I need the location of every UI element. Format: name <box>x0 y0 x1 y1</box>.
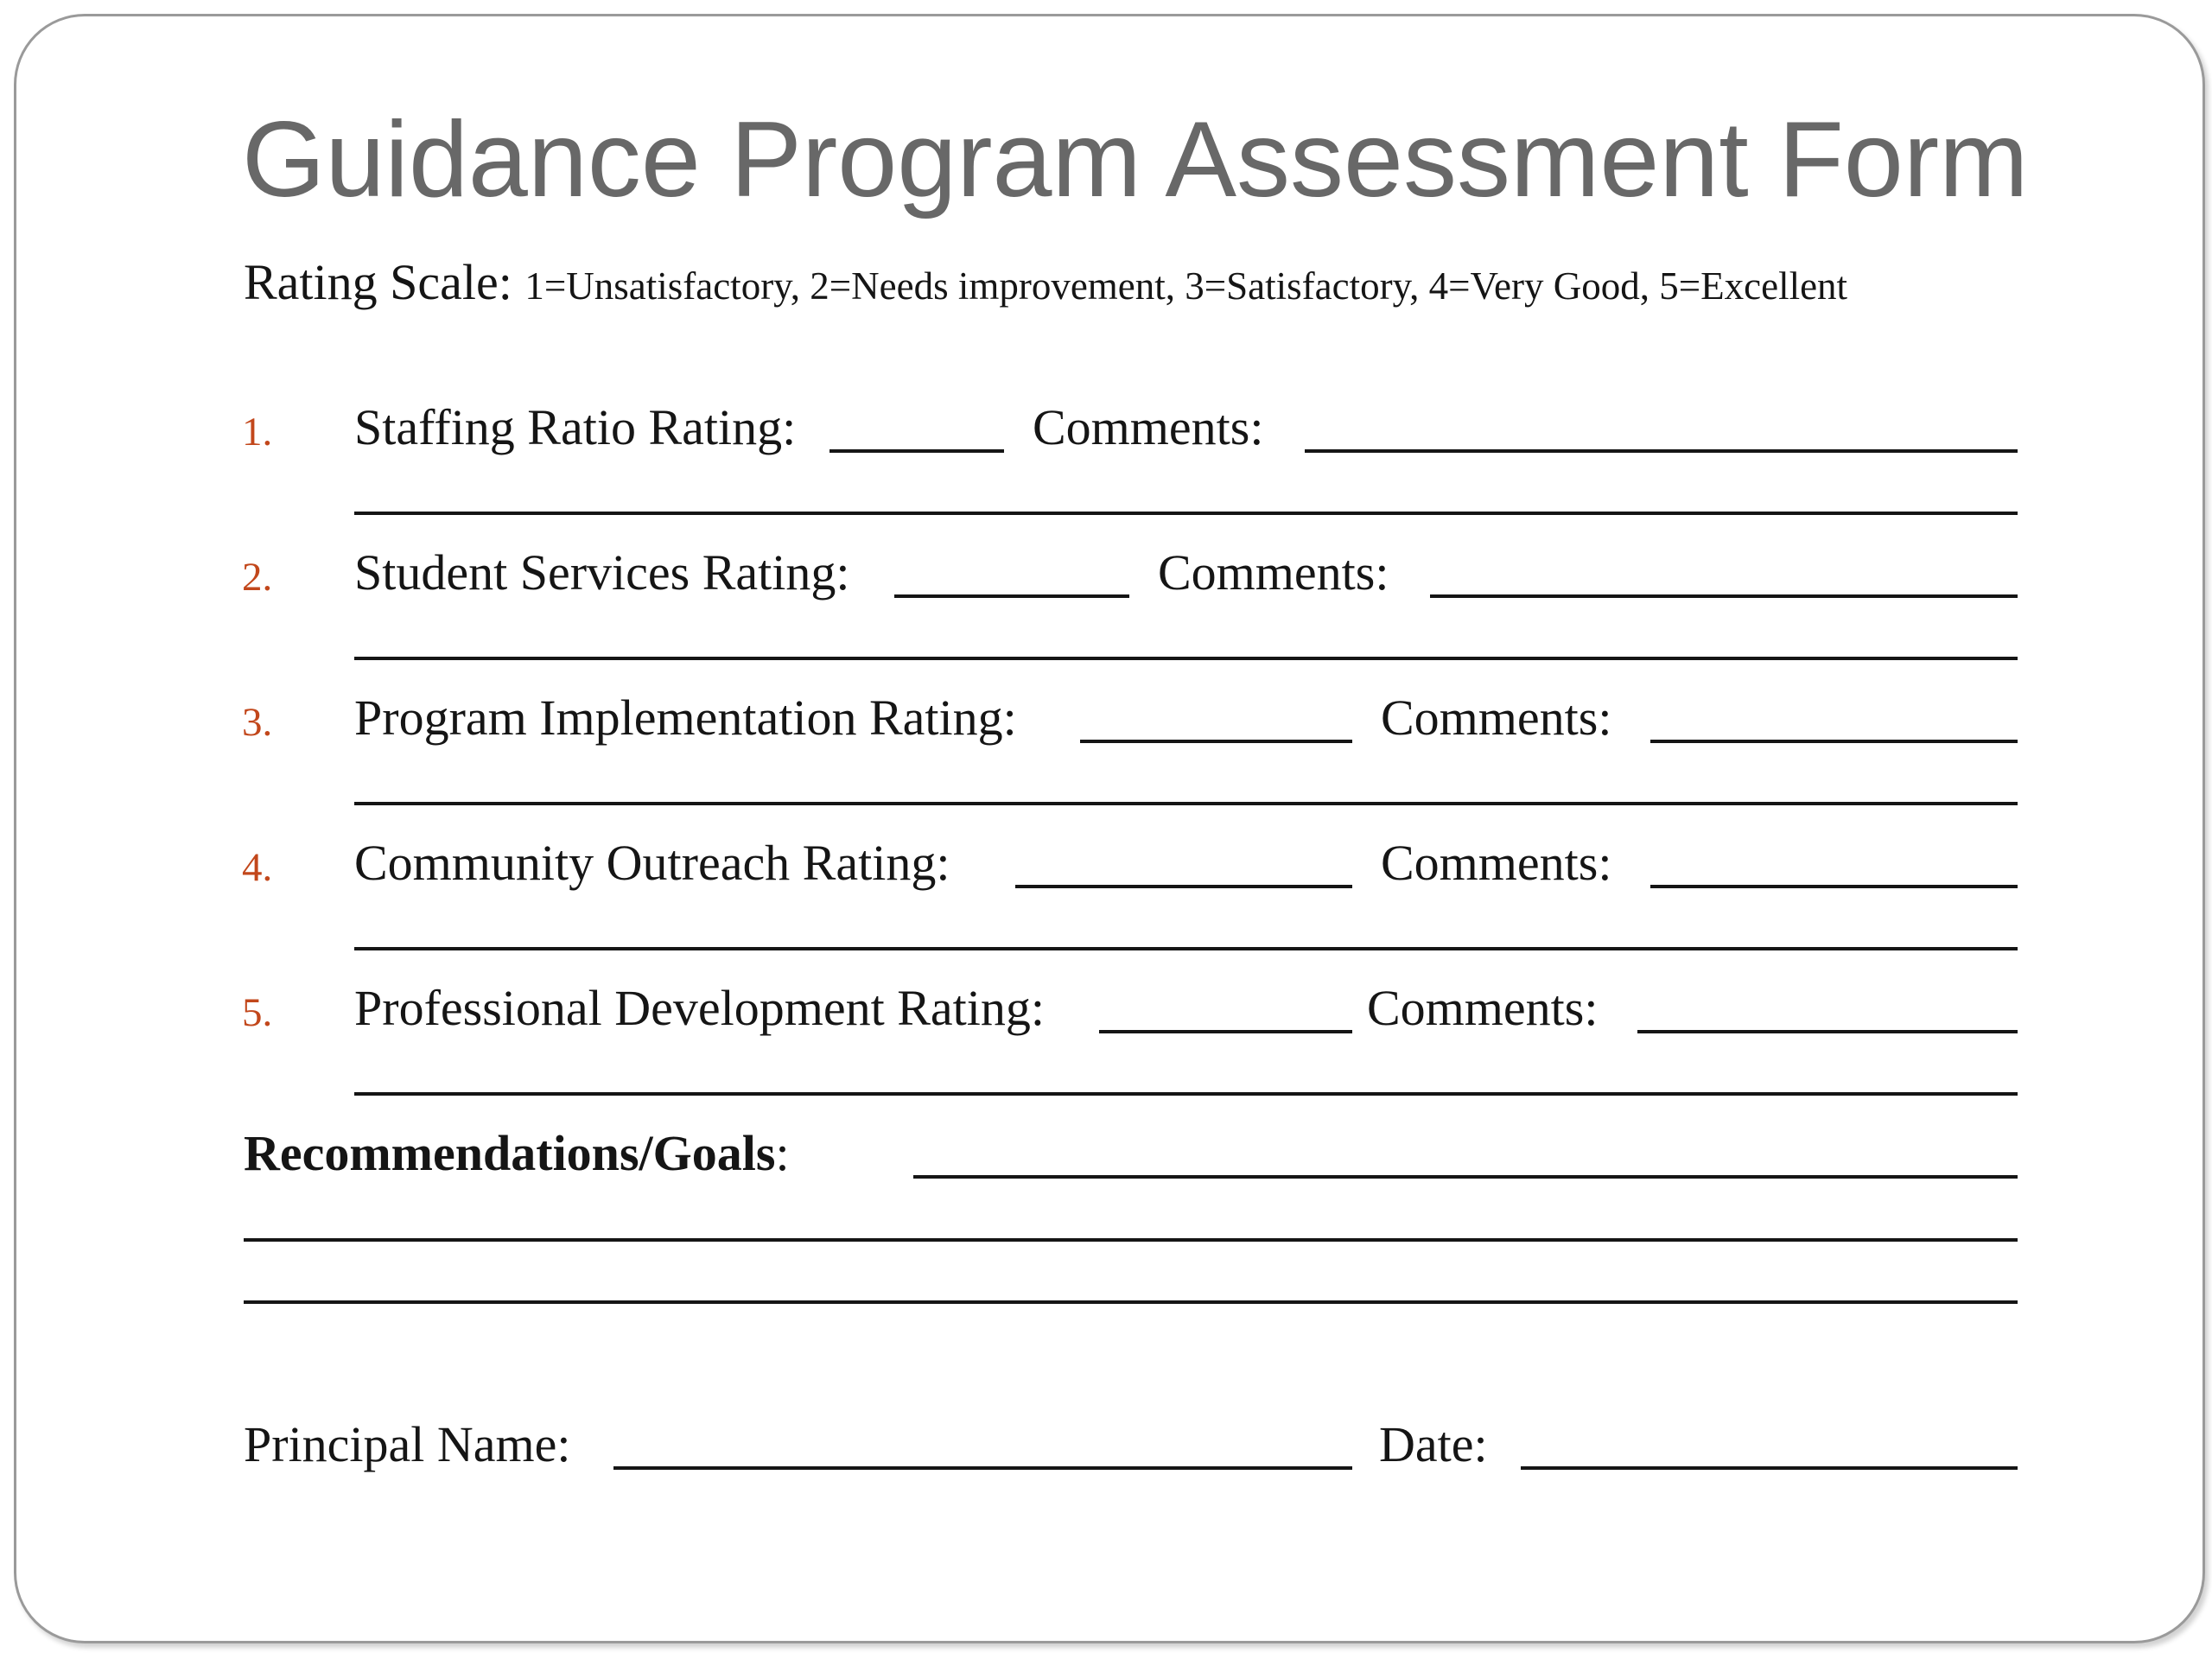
rating-blank[interactable] <box>1080 740 1352 743</box>
comments-label: Comments: <box>1033 399 1264 455</box>
recommendations-label <box>244 1123 790 1184</box>
item-number: 4. <box>242 845 273 890</box>
comments-continuation-line[interactable] <box>354 802 2018 805</box>
comments-continuation-line[interactable] <box>354 1092 2018 1096</box>
item-label: Program Implementation Rating: <box>354 690 1017 746</box>
recommendations-colon: : <box>775 1125 790 1181</box>
comments-blank[interactable] <box>1650 885 2018 888</box>
page-title: Guidance Program Assessment Form <box>242 100 2029 219</box>
comments-label: Comments: <box>1367 980 1599 1036</box>
item-label: Community Outreach Rating: <box>354 835 950 891</box>
recommendations-label-text: Recommendations/Goals <box>244 1125 776 1181</box>
comments-blank[interactable] <box>1650 740 2018 743</box>
comments-continuation-line[interactable] <box>354 947 2018 950</box>
comments-blank[interactable] <box>1305 449 2018 453</box>
item-number: 1. <box>242 410 273 454</box>
rating-blank[interactable] <box>830 449 1004 453</box>
rating-scale-label: Rating Scale: <box>244 254 525 310</box>
recommendations-line[interactable] <box>244 1300 2018 1304</box>
recommendations-line[interactable] <box>244 1238 2018 1242</box>
rating-scale <box>244 248 1847 317</box>
date-label: Date: <box>1379 1416 1488 1472</box>
rating-blank[interactable] <box>894 594 1129 598</box>
recommendations-blank[interactable] <box>913 1175 2018 1179</box>
principal-name-label: Principal Name: <box>244 1416 571 1472</box>
comments-label: Comments: <box>1158 544 1389 601</box>
comments-continuation-line[interactable] <box>354 657 2018 660</box>
comments-blank[interactable] <box>1430 594 2018 598</box>
item-number: 5. <box>242 990 273 1035</box>
item-label: Staffing Ratio Rating: <box>354 399 797 455</box>
item-number: 3. <box>242 700 273 745</box>
item-label: Professional Development Rating: <box>354 980 1045 1036</box>
comments-label: Comments: <box>1381 690 1612 746</box>
comments-continuation-line[interactable] <box>354 512 2018 515</box>
rating-blank[interactable] <box>1099 1030 1352 1033</box>
item-label: Student Services Rating: <box>354 544 850 601</box>
comments-label: Comments: <box>1381 835 1612 891</box>
comments-blank[interactable] <box>1637 1030 2018 1033</box>
principal-name-blank[interactable] <box>613 1466 1352 1470</box>
rating-blank[interactable] <box>1015 885 1352 888</box>
rating-scale-text: 1=Unsatisfactory, 2=Needs improvement, 3=Satisfactory, 4=Very Good, 5=Excellent <box>524 264 1848 308</box>
item-number: 2. <box>242 555 273 600</box>
date-blank[interactable] <box>1521 1466 2018 1470</box>
